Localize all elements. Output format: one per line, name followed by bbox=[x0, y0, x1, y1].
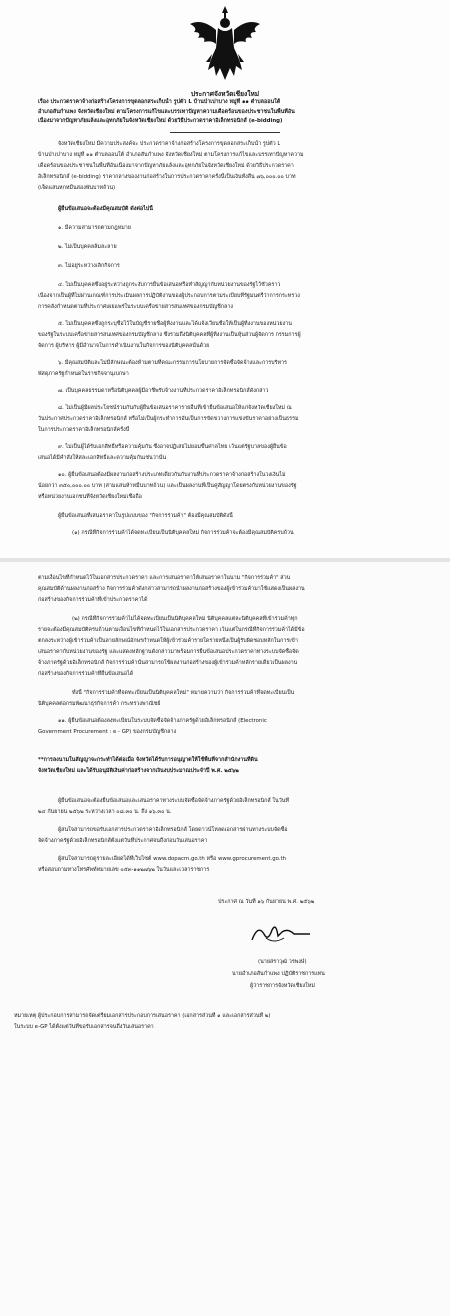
phone-line: หรือสอบถามทางโทรศัพท์หมายเลข ๐๕๓-๑๑๒๗๖๒ ในวันและเวลาราชการ bbox=[38, 867, 210, 873]
qualification-item-continued: ในการประกวดราคาอิเล็กทรอนิกส์ครั้งนี้ bbox=[38, 427, 130, 433]
qualification-item-continued: เสนอได้มีคำสั่งให้สละเอกสิทธิ์และความคุ้มกันเช่นว่านั้น bbox=[38, 455, 167, 461]
download-line: จัดจ้างภาครัฐด้วยอิเล็กทรอนิกส์ตั้งแต่วันที่ประกาศจนถึงก่อนวันเสนอราคา bbox=[38, 838, 208, 844]
joint-venture-continued: จ้างภาครัฐด้วยอิเล็กทรอนิกส์ กิจการร่วมค้านั้นสามารถใช้ผลงานก่อสร้างของผู้เข้าร่วมค้าหลักรายเดียวเป็นผลงาน bbox=[38, 660, 298, 666]
contract-notice: **การลงนามในสัญญาจะกระทำได้ต่อเมื่อ จังหวัดได้รับการอนุญาตให้ใช้พื้นที่จากสำนักงานที่ดิน bbox=[38, 757, 258, 763]
qualification-item: ๒. ไม่เป็นบุคคลล้มละลาย bbox=[58, 244, 117, 250]
subject-line: เนื่องมาจากปัญหาภัยแล้งและอุทกภัยในจังหวัดเชียงใหม่ ด้วยวิธีประกวดราคาอิเล็กทรอนิกส์ (e-bidding) bbox=[38, 118, 283, 124]
joint-venture-definition: ทั้งนี้ "กิจการร่วมค้าที่จดทะเบียนเป็นนิติบุคคลใหม่" หมายความว่า กิจการร่วมค้าที่จดทะเบียนเป็น bbox=[72, 690, 295, 696]
intro-line: เดือดร้อนของประชาชนในพื้นที่อันเนื่องมาจากปัญหาภัยแล้งและอุทกภัยในจังหวัดเชียงใหม่ ด้วยวิธีประกวดราคา bbox=[38, 163, 294, 169]
qualification-item: ๙. ไม่เป็นผู้ได้รับเอกสิทธิ์หรือความคุ้มกัน ซึ่งอาจปฏิเสธไม่ยอมขึ้นศาลไทย เว้นแต่รัฐบาลของผู้ยื่นข้อ bbox=[58, 444, 287, 450]
subject-line: อำเภอสันกำแพง จังหวัดเชียงใหม่ ตามโครงการแก้ไขและบรรเทาปัญหาความเดือดร้อนของประชาชนในพื้นที่อัน bbox=[38, 108, 295, 115]
joint-venture-continued: ก่อสร้างของกิจการร่วมค้าที่ยื่นข้อเสนอได้ bbox=[38, 671, 134, 677]
qualification-item-continued: พัสดุภาครัฐกำหนดในราชกิจจานุเบกษา bbox=[38, 371, 129, 377]
qualification-item: ๑๑. ผู้ยื่นข้อเสนอต้องลงทะเบียนในระบบจัดซื้อจัดจ้างภาครัฐด้วยอิเล็กทรอนิกส์ (Electronic bbox=[58, 718, 267, 724]
qualification-item: ๕. ไม่เป็นบุคคลซึ่งถูกระบุชื่อไว้ในบัญชีรายชื่อผู้ทิ้งงานและได้แจ้งเวียนชื่อให้เป็นผู้ทิ้งงานของหน่วยงาน bbox=[58, 321, 292, 327]
qualification-item: ๑. มีความสามารถตามกฎหมาย bbox=[58, 225, 131, 231]
qualification-item-continued: ของรัฐในระบบเครือข่ายสารสนเทศของกรมบัญชีกลาง ซึ่งรวมถึงนิติบุคคลที่ผู้ทิ้งงานเป็นหุ้นส่วนผู้จัดการ กรรมการผู้ bbox=[38, 332, 301, 338]
announcement-date: ประกาศ ณ วันที่ ๑๖ กันยายน พ.ศ. ๒๕๖๒ bbox=[218, 899, 315, 905]
qualification-item-continued: วันประกาศประกวดราคาอิเล็กทรอนิกส์ หรือไม่เป็นผู้กระทำการอันเป็นการขัดขวางการแข่งขันราคาอย่างเป็นธรรม bbox=[38, 416, 299, 422]
signer-name: (นายสราวุฒิ วรพงษ์) bbox=[258, 959, 307, 965]
qualification-item: ๑๐. ผู้ยื่นข้อเสนอต้องมีผลงานก่อสร้างประเภทเดียวกันกับงานที่ประกวดราคาจ้างก่อสร้างในวงเงินไม่ bbox=[58, 472, 286, 478]
submission-line: ๒๔ กันยายน ๒๕๖๒ ระหว่างเวลา ๐๘.๓๐ น. ถึง ๑๖.๓๐ น. bbox=[38, 809, 172, 815]
signature-icon bbox=[248, 920, 314, 950]
intro-line: จังหวัดเชียงใหม่ มีความประสงค์จะ ประกวดราคาจ้างก่อสร้างโครงการขุดลอกสระเก็บน้ำ รูปตัว L bbox=[58, 141, 281, 147]
subject-line: เรื่อง ประกวดราคาจ้างก่อสร้างโครงการขุดลอกสระเก็บน้ำ รูปตัว L บ้านป่าเปาบาง หมู่ที่ ๑๑ ตำบลออนใต้ bbox=[38, 99, 281, 105]
joint-venture-continued: ตามเงื่อนไขที่กำหนดไว้ในเอกสารประกวดราคา และการเสนอราคาให้เสนอราคาในนาม "กิจการร่วมค้า" ส่วน bbox=[38, 575, 291, 581]
garuda-emblem-icon bbox=[188, 4, 262, 82]
intro-line: บ้านป่าเปาบาง หมู่ที่ ๑๑ ตำบลออนใต้ อำเภอสันกำแพง จังหวัดเชียงใหม่ ตามโครงการแก้ไขและบรรเทาปัญหาความ bbox=[38, 152, 304, 158]
joint-venture-continued: เสนอราคากับหน่วยงานของรัฐ และแสดงหลักฐานดังกล่าวมาพร้อมการยื่นข้อเสนอประกวดราคาทางระบบจัดซื้อจัด bbox=[38, 649, 299, 655]
intro-line: อิเล็กทรอนิกส์ (e-bidding) ราคากลางของงานก่อสร้างในการประกวดราคาครั้งนี้เป็นเงินทั้งสิ้น ๗๖,๐๐๐.๐๐ บาท bbox=[38, 174, 296, 180]
qualification-item-continued: หรือหน่วยงานเอกชนที่จังหวัดเชียงใหม่เชื่อถือ bbox=[38, 494, 142, 500]
qualification-item: ๔. ไม่เป็นบุคคลซึ่งอยู่ระหว่างถูกระงับการยื่นข้อเสนอหรือทำสัญญากับหน่วยงานของรัฐไว้ชั่วคราว bbox=[58, 282, 281, 288]
signer-position: นายอำเภอสันกำแพง ปฏิบัติราชการแทน bbox=[232, 971, 325, 977]
joint-venture-continued: ตกลงระหว่างผู้เข้าร่วมค้าเป็นลายลักษณ์อักษรกำหนดให้ผู้เข้าร่วมค้ารายใดรายหนึ่งเป็นผู้รับผิดชอบหลักในการเข้า bbox=[38, 638, 298, 644]
joint-venture-continued: คุณสมบัติด้านผลงานก่อสร้าง กิจการร่วมค้าดังกล่าวสามารถนำผลงานก่อสร้างของผู้เข้าร่วมค้ามาใช้แสดงเป็นผลงาน bbox=[38, 586, 305, 592]
qualification-item: ๖. มีคุณสมบัติและไม่มีลักษณะต้องห้ามตามที่คณะกรรมการนโยบายการจัดซื้อจัดจ้างและการบริหาร bbox=[58, 360, 287, 366]
footnote-line: ในระบบ e-GP ได้ตั้งแต่วันที่ขอรับเอกสารจนถึงวันเสนอราคา bbox=[14, 1024, 154, 1030]
qualifications-heading: ผู้ยื่นข้อเสนอจะต้องมีคุณสมบัติ ดังต่อไปนี้ bbox=[58, 206, 153, 212]
contract-notice: จังหวัดเชียงใหม่ และได้รับอนุมัติเงินค่าก่อสร้างจากเงินงบประมาณประจำปี พ.ศ. ๒๕๖๒ bbox=[38, 768, 239, 774]
intro-line: (เจ็ดแสนหกหมื่นสองพันบาทถ้วน) bbox=[38, 185, 116, 191]
joint-venture-heading: ผู้ยื่นข้อเสนอที่เสนอราคาในรูปแบบของ "กิจการร่วมค้า" ต้องมีคุณสมบัติดังนี้ bbox=[58, 513, 233, 519]
submission-line: ผู้ยื่นข้อเสนอจะต้องยื่นข้อเสนอและเสนอราคาทางระบบจัดซื้อจัดจ้างภาครัฐด้วยอิเล็กทรอนิกส์ ในวันที่ bbox=[58, 798, 289, 804]
signer-position: ผู้ว่าราชการจังหวัดเชียงใหม่ bbox=[250, 983, 315, 989]
qualification-item-continued: การคลังกำหนดตามที่ประกาศเผยแพร่ในระบบเครือข่ายสารสนเทศของกรมบัญชีกลาง bbox=[38, 304, 233, 310]
qualification-item: ๘. ไม่เป็นผู้มีผลประโยชน์ร่วมกันกับผู้ยื่นข้อเสนอราคารายอื่นที่เข้ายื่นข้อเสนอให้แก่จังหวัดเชียงใหม่ ณ bbox=[58, 405, 292, 411]
joint-venture-item: (๑) กรณีที่กิจการร่วมค้าได้จดทะเบียนเป็นนิติบุคคลใหม่ กิจการร่วมค้าจะต้องมีคุณสมบัติครบถ้วน bbox=[72, 530, 294, 536]
qualification-item: ๓. ไม่อยู่ระหว่างเลิกกิจการ bbox=[58, 263, 120, 269]
joint-venture-item: (๒) กรณีที่กิจการร่วมค้าไม่ได้จดทะเบียนเป็นนิติบุคคลใหม่ นิติบุคคลแต่ละนิติบุคคลที่เข้าร่วมค้าทุก bbox=[72, 616, 298, 622]
qualification-item-continued: น้อยกว่า ๓๕๐,๐๐๐.๐๐ บาท (สามแสนห้าหมื่นบาทถ้วน) และเป็นผลงานที่เป็นคู่สัญญาโดยตรงกับหน่วยงานของรัฐ bbox=[38, 483, 297, 489]
qualification-item-continued: จัดการ ผู้บริหาร ผู้มีอำนาจในการดำเนินงานในกิจการของนิติบุคคลนั้นด้วย bbox=[38, 343, 210, 349]
qualification-item-continued: Government Procurement : e - GP) ของกรมบัญชีกลาง bbox=[38, 729, 177, 735]
footnote-line: หมายเหตุ ผู้ประกอบการสามารถจัดเตรียมเอกสารประกอบการเสนอราคา (เอกสารส่วนที่ ๑ และเอกสารส่วนที่ ๒) bbox=[14, 1013, 271, 1019]
download-line: ผู้สนใจสามารถขอรับเอกสารประกวดราคาอิเล็กทรอนิกส์ โดยดาวน์โหลดเอกสารผ่านทางระบบจัดซื้อ bbox=[58, 827, 288, 833]
title-divider bbox=[170, 132, 280, 133]
document-title: ประกาศจังหวัดเชียงใหม่ bbox=[190, 90, 260, 98]
joint-venture-continued: รายจะต้องมีคุณสมบัติครบถ้วนตามเงื่อนไขที่กำหนดไว้ในเอกสารประกวดราคา เว้นแต่ในกรณีที่กิจการร่วมค้าได้มีข้อ bbox=[38, 627, 305, 633]
qualification-item-continued: เนื่องจากเป็นผู้ที่ไม่ผ่านเกณฑ์การประเมินผลการปฏิบัติงานของผู้ประกอบการตามระเบียบที่รัฐมนตรีว่าการกระทรวง bbox=[38, 293, 300, 299]
website-line: ผู้สนใจสามารถดูรายละเอียดได้ที่เว็บไซต์ www.dopacm.go.th หรือ www.gprocurement.go.th bbox=[58, 856, 287, 862]
joint-venture-continued: นิติบุคคลต่อกรมพัฒนาธุรกิจการค้า กระทรวงพาณิชย์ bbox=[38, 701, 161, 707]
joint-venture-continued: ก่อสร้างของกิจการร่วมค้าที่เข้าประกวดราคาได้ bbox=[38, 597, 148, 603]
qualification-item: ๗. เป็นบุคคลธรรมดาหรือนิติบุคคลผู้มีอาชีพรับจ้างงานที่ประกวดราคาอิเล็กทรอนิกส์ดังกล่าว bbox=[58, 388, 269, 394]
